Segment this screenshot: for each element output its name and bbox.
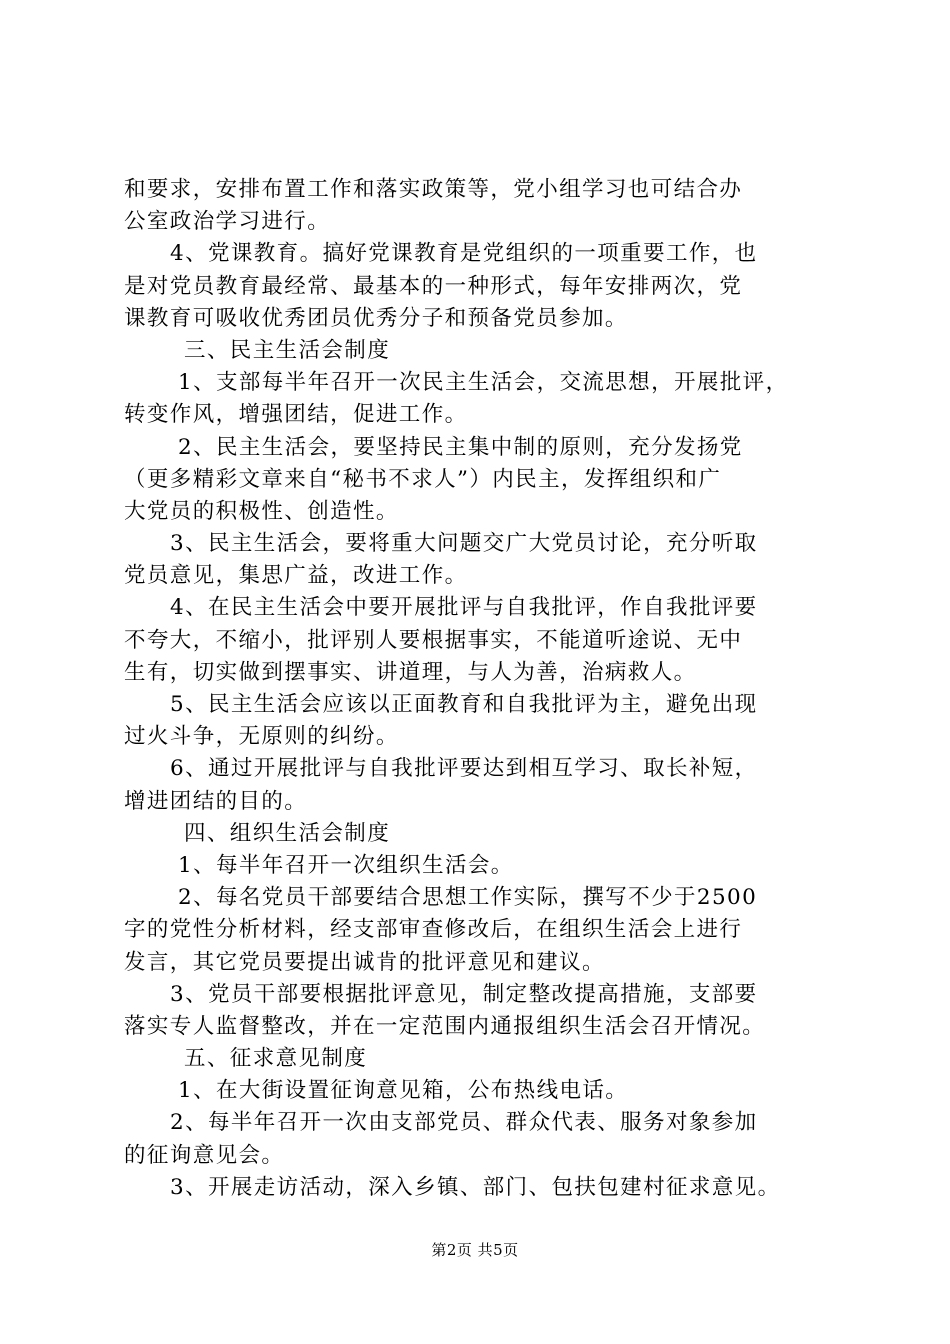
paragraph-line: 生有，切实做到摆事实、讲道理，与人为善，治病救人。 xyxy=(124,659,697,685)
page-footer xyxy=(0,1239,950,1260)
section-heading: 五、征求意见制度 xyxy=(184,1046,368,1072)
page-number: 第2页 共5页 xyxy=(431,1241,519,1259)
paragraph-line: 2、每名党员干部要结合思想工作实际，撰写不少于2500 xyxy=(178,885,758,911)
paragraph-line: 过火斗争，无原则的纠纷。 xyxy=(124,724,399,750)
paragraph-line: 4、在民主生活会中要开展批评与自我批评，作自我批评要 xyxy=(170,595,758,621)
paragraph-line: 3、党员干部要根据批评意见，制定整改提高措施，支部要 xyxy=(170,981,758,1007)
paragraph-line: 3、开展走访活动，深入乡镇、部门、包扶包建村征求意见。 xyxy=(170,1174,781,1200)
paragraph-line: 4、党课教育。搞好党课教育是党组织的一项重要工作，也 xyxy=(170,241,758,267)
paragraph-line: 课教育可吸收优秀团员优秀分子和预备党员参加。 xyxy=(124,305,628,331)
paragraph-line: 5、民主生活会应该以正面教育和自我批评为主，避免出现 xyxy=(170,692,758,717)
paragraph-line: （更多精彩文章来自“秘书不求人”）内民主，发挥组织和广 xyxy=(124,466,722,492)
paragraph-line: 转变作风，增强团结，促进工作。 xyxy=(124,402,468,428)
paragraph-line: 大党员的积极性、创造性。 xyxy=(124,498,399,524)
paragraph-line: 发言，其它党员要提出诚肯的批评意见和建议。 xyxy=(124,949,605,975)
paragraph-line: 党员意见，集思广益，改进工作。 xyxy=(124,563,468,589)
paragraph-line: 增进团结的目的。 xyxy=(124,788,308,814)
paragraph-line: 1、在大街设置征询意见箱，公布热线电话。 xyxy=(178,1078,629,1104)
paragraph-line: 是对党员教育最经常、最基本的一种形式，每年安排两次，党 xyxy=(124,273,743,299)
paragraph-line: 3、民主生活会，要将重大问题交广大党员讨论，充分听取 xyxy=(170,531,758,557)
paragraph-line: 2、民主生活会，要坚持民主集中制的原则，充分发扬党 xyxy=(178,434,743,460)
paragraph-line: 公室政治学习进行。 xyxy=(124,209,331,235)
paragraph-line: 的征询意见会。 xyxy=(124,1142,285,1168)
paragraph-line: 和要求，安排布置工作和落实政策等，党小组学习也可结合办 xyxy=(124,177,743,202)
paragraph-line: 不夸大，不缩小，批评别人要根据事实，不能道听途说、无中 xyxy=(124,627,743,653)
paragraph-line: 6、通过开展批评与自我批评要达到相互学习、取长补短， xyxy=(170,756,758,782)
section-heading: 三、民主生活会制度 xyxy=(184,337,391,363)
paragraph-line: 1、每半年召开一次组织生活会。 xyxy=(178,852,514,878)
document-body xyxy=(124,174,854,1204)
paragraph-line: 2、每半年召开一次由支部党员、群众代表、服务对象参加 xyxy=(170,1110,758,1136)
section-heading: 四、组织生活会制度 xyxy=(184,820,391,846)
paragraph-line: 落实专人监督整改，并在一定范围内通报组织生活会召开情况。 xyxy=(124,1013,766,1039)
paragraph-line: 1、支部每半年召开一次民主生活会，交流思想，开展批评， xyxy=(178,370,789,396)
paragraph-line: 字的党性分析材料，经支部审查修改后，在组织生活会上进行 xyxy=(124,917,743,943)
